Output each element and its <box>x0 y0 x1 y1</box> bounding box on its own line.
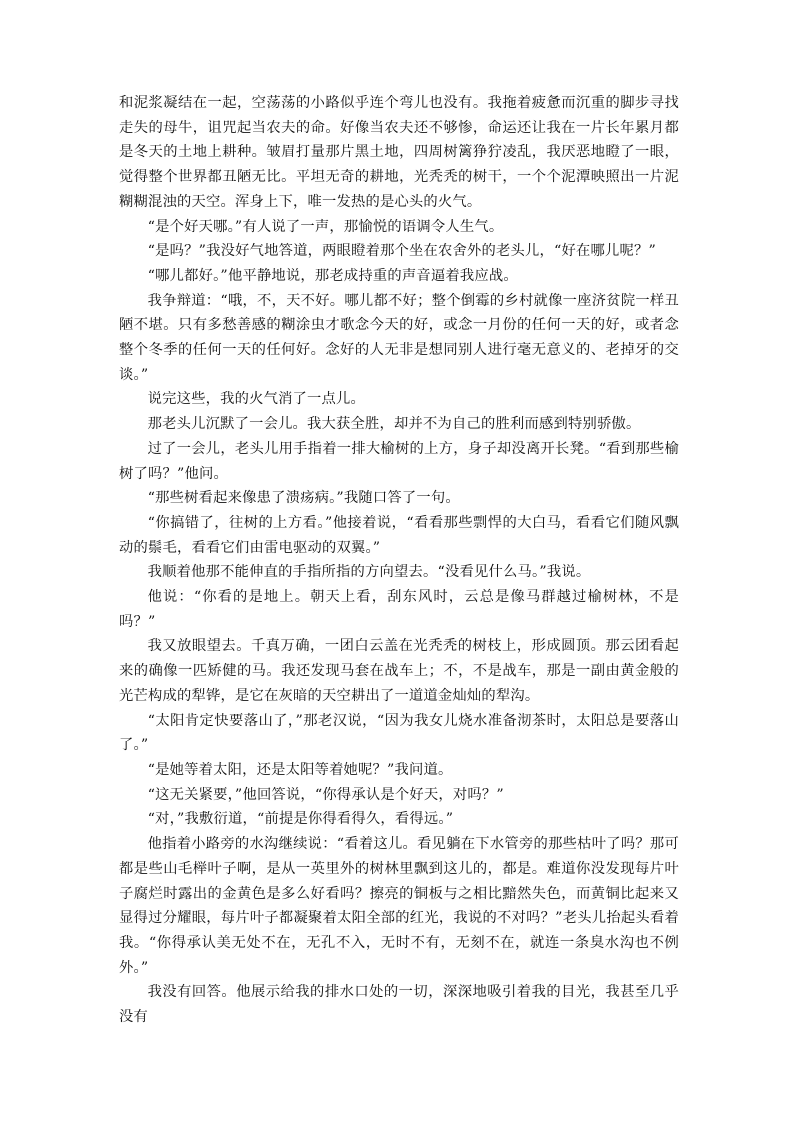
paragraph: 我顺着他那不能伸直的手指所指的方向望去。“没看见什么马。”我说。 <box>147 564 591 581</box>
paragraph: “对，”我敷衍道，“前提是你得看得久，看得远。” <box>147 811 454 828</box>
paragraph: “是她等着太阳，还是太阳等着她呢？”我问道。 <box>147 761 453 778</box>
paragraph: 他说：“你看的是地上。朝天上看，刮东风时，云总是像马群越过榆树林，不是吗？” <box>119 589 679 630</box>
paragraph: 我又放眼望去。千真万确，一团白云盖在光秃秃的树枝上，形成圆顶。那云团看起来的确像一匹矫健的马。我还发现马套在战车上；不，不是战车，那是一副由黄金般的光芒构成的犁铧，是它在灰暗的天空耕出了一道道金灿灿的犁沟。 <box>119 638 679 704</box>
paragraph: “你搞错了，往树的上方看。”他接着说，“看看那些剽悍的大白马，看看它们随风飘动的鬃毛，看看它们由雷电驱动的双翼。” <box>119 514 679 556</box>
paragraph: “哪儿都好。”他平静地说，那老成持重的声音逼着我应战。 <box>147 267 518 284</box>
paragraph: 和泥浆凝结在一起，空荡荡的小路似乎连个弯儿也没有。我拖着疲惫而沉重的脚步寻找走失的母牛，诅咒起当农夫的命。好像当农夫还不够惨，命运还让我在一片长年累月都是冬天的土地上耕种。皱眉打量那片黑土地，四周树篱狰狞凌乱，我厌恶地瞪了一眼，觉得整个世界都丑陋无比。平坦无奇的耕地，光秃秃的树干，一个个泥潭映照出一片泥糊糊混浊的天空。浑身上下，唯一发热的是心头的火气。 <box>119 95 679 210</box>
paragraph: 说完这些，我的火气消了一点儿。 <box>147 391 366 408</box>
paragraph: “太阳肯定快要落山了，”那老汉说，“因为我女儿烧水准备沏茶时，太阳总是要落山了。” <box>119 712 679 754</box>
paragraph: “那些树看起来像患了溃疡病。”我随口答了一句。 <box>147 490 460 507</box>
paragraph: “是吗？”我没好气地答道，两眼瞪着那个坐在农舍外的老头儿，“好在哪儿呢？” <box>147 243 657 260</box>
paragraph: 我争辩道：“哦，不，天不好。哪儿都不好；整个倒霉的乡村就像一座济贫院一样丑陋不堪。只有多愁善感的糊涂虫才歌念今天的好，或念一月份的任何一天的好，或者念整个冬季的任何一天的任何好。念好的人无非是想同别人进行毫无意义的、老掉牙的交谈。” <box>119 292 679 383</box>
paragraph: 过了一会儿，老头儿用手指着一排大榆树的上方，身子却没离开长凳。“看到那些榆树了吗？”他问。 <box>119 440 679 482</box>
paragraph: 他指着小路旁的水沟继续说：“看着这儿。看见躺在下水管旁的那些枯叶了吗？那可都是些山毛榉叶子啊，是从一英里外的树林里飘到这儿的，都是。难道你没发现每片叶子腐烂时露出的金黄色是多么好看吗？擦亮的铜板与之相比黯然失色，而黄铜比起来又显得过分耀眼，每片叶子都凝聚着太阳全部的红光，我说的不对吗？”老头儿抬起头看着我。“你得承认美无处不在，无孔不入，无时不有，无刻不在，就连一条臭水沟也不例外。” <box>119 836 679 976</box>
body-text <box>119 91 679 1030</box>
paragraph: “是个好天哪。”有人说了一声，那愉悦的语调令人生气。 <box>147 218 504 235</box>
paragraph: “这无关紧要，”他回答说，“你得承认是个好天，对吗？” <box>147 786 504 803</box>
paragraph: 我没有回答。他展示给我的排水口处的一切，深深地吸引着我的目光，我甚至几乎没有 <box>119 984 679 1026</box>
paragraph: 那老头儿沉默了一会儿。我大获全胜，却并不为自己的胜利而感到特别骄傲。 <box>147 416 641 433</box>
